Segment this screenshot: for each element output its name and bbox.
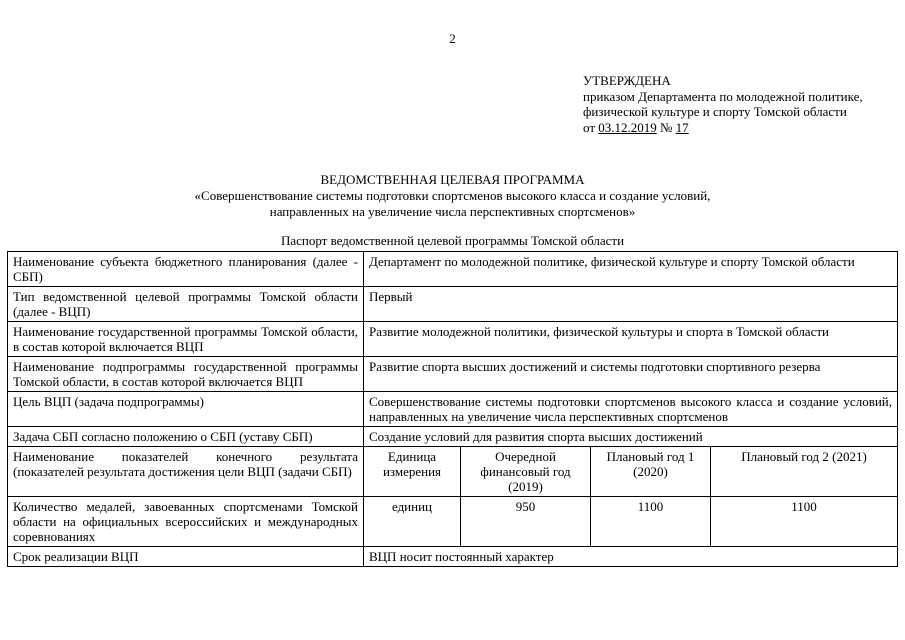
indicator-value-current: 950: [461, 497, 591, 547]
approval-order-number-sign: №: [656, 119, 676, 135]
page-number: 2: [449, 31, 456, 46]
indicator-value-plan2: 1100: [711, 497, 898, 547]
row-label: Наименование субъекта бюджетного планирования (далее - СБП): [8, 252, 364, 287]
approval-line-2: приказом Департамента по молодежной политике,: [583, 88, 863, 104]
row-label: Тип ведомственной целевой программы Томской области (далее - ВЦП): [8, 287, 364, 322]
indicator-header-unit: Единица измерения: [364, 447, 461, 497]
row-label: Срок реализации ВЦП: [8, 547, 364, 567]
row-value: Развитие спорта высших достижений и системы подготовки спортивного резерва: [364, 357, 898, 392]
row-label: Задача СБП согласно положению о СБП (уставу СБП): [8, 427, 364, 447]
approval-order-number: 17: [675, 119, 689, 135]
table-row-state-program: [8, 322, 898, 357]
indicator-header-year-plan2: Плановый год 2 (2021): [711, 447, 898, 497]
table-row-indicator-medals: [8, 497, 898, 547]
approval-order-prefix: от: [583, 119, 599, 135]
table-row-subprogram: [8, 357, 898, 392]
passport-table: [7, 251, 898, 567]
table-caption: Паспорт ведомственной целевой программы Томской области: [280, 233, 625, 248]
approval-order-date: 03.12.2019: [598, 119, 657, 135]
table-row-sbp-task: [8, 427, 898, 447]
approval-line-3: физической культуре и спорту Томской области: [583, 104, 847, 119]
row-value: ВЦП носит постоянный характер: [364, 547, 898, 567]
approval-line-1: УТВЕРЖДЕНА: [583, 73, 671, 88]
table-row-indicator-header: [8, 447, 898, 497]
indicator-header-name: Наименование показателей конечного результата (показателей результата достижения цели ВЦП (задачи СБП): [8, 447, 364, 497]
row-label: Цель ВЦП (задача подпрограммы): [8, 392, 364, 427]
table-row-sbp-name: [8, 252, 898, 287]
row-label: Наименование государственной программы Томской области, в состав которой включается ВЦП: [8, 322, 364, 357]
indicator-header-year-plan1: Плановый год 1 (2020): [591, 447, 711, 497]
document-title-line-3: направленных на увеличение числа перспективных спортсменов»: [269, 204, 636, 219]
document-title-line-1: ВЕДОМСТВЕННАЯ ЦЕЛЕВАЯ ПРОГРАММА: [320, 172, 585, 187]
row-value: Создание условий для развития спорта высших достижений: [364, 427, 898, 447]
approval-line-4: [583, 120, 863, 136]
indicator-unit: единиц: [364, 497, 461, 547]
document-title: [0, 172, 905, 220]
row-value: Департамент по молодежной политике, физической культуре и спорту Томской области: [364, 252, 898, 287]
row-label: Наименование подпрограммы государственной программы Томской области, в состав которой включается ВЦП: [8, 357, 364, 392]
row-value: Первый: [364, 287, 898, 322]
indicator-name: Количество медалей, завоеванных спортсменами Томской области на официальных всероссийских и международных соревнованиях: [8, 497, 364, 547]
table-row-term: [8, 547, 898, 567]
indicator-header-year-current: Очередной финансовый год (2019): [461, 447, 591, 497]
table-row-goal: [8, 392, 898, 427]
row-value: Совершенствование системы подготовки спортсменов высокого класса и создание условий, направленных на увеличение числа перспективных спортсменов: [364, 392, 898, 427]
document-title-line-2: «Совершенствование системы подготовки спортсменов высокого класса и создание условий,: [194, 188, 711, 203]
row-value: Развитие молодежной политики, физической культуры и спорта в Томской области: [364, 322, 898, 357]
approval-block: [583, 73, 863, 135]
table-row-vcp-type: [8, 287, 898, 322]
indicator-value-plan1: 1100: [591, 497, 711, 547]
